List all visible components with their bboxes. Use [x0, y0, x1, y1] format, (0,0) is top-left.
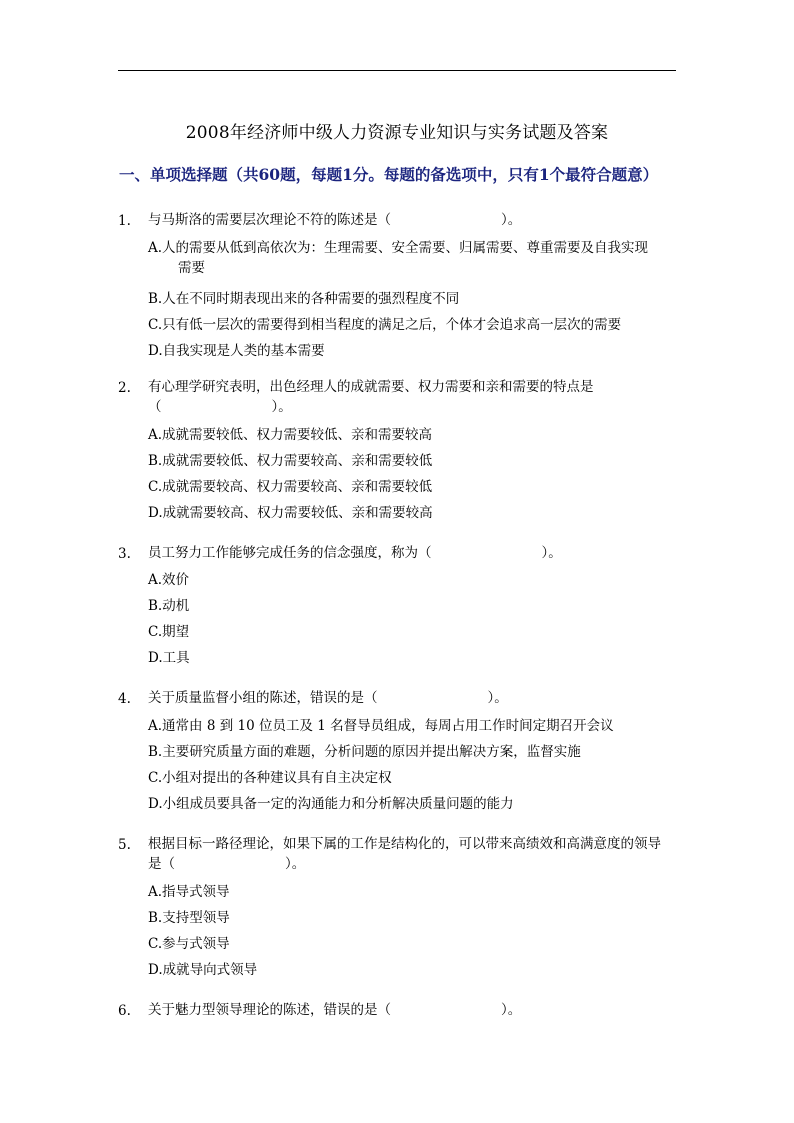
option-text: 期望: [162, 624, 190, 640]
option-label: D.: [148, 650, 163, 666]
option-b: [148, 286, 688, 312]
question-text-line2: （: [148, 399, 162, 415]
option-text: 自我实现是人类的基本需要: [162, 343, 325, 359]
option-text-continued: 需要: [178, 260, 205, 276]
question-number: 2.: [118, 380, 131, 396]
option-text: 指导式领导: [162, 884, 230, 900]
option-label: C.: [148, 624, 163, 640]
question-number: 4.: [118, 691, 131, 707]
option-b: [148, 448, 688, 474]
option-label: D.: [148, 962, 163, 978]
question-text: 关于魅力型领导理论的陈述，错误的是（: [148, 1002, 391, 1018]
options-list: [148, 713, 688, 817]
section-heading: 一、单项选择题（共60题，每题1分。每题的备选项中，只有1个最符合题意）: [119, 165, 659, 184]
question-3: [118, 543, 688, 666]
option-text: 成就需要较高、权力需要较低、亲和需要较高: [162, 505, 433, 521]
option-a: [148, 236, 688, 286]
option-label: A.: [148, 884, 163, 900]
question-6: [118, 1000, 688, 1022]
option-a: [148, 567, 688, 593]
option-label: D.: [148, 796, 163, 812]
option-text: 成就需要较高、权力需要较高、亲和需要较低: [162, 479, 433, 495]
option-label: B.: [148, 744, 163, 760]
option-text: 工具: [162, 650, 190, 666]
options-list: [148, 422, 688, 526]
option-label: C.: [148, 770, 163, 786]
option-text: 人在不同时期表现出来的各种需要的强烈程度不同: [162, 291, 460, 307]
option-text: 效价: [162, 572, 190, 588]
option-text: 动机: [162, 598, 190, 614]
option-text: 参与式领导: [162, 936, 230, 952]
question-text: 关于质量监督小组的陈述，错误的是（: [148, 690, 378, 706]
option-label: D.: [148, 505, 163, 521]
option-text: 成就需要较低、权力需要较高、亲和需要较低: [162, 453, 433, 469]
option-d: [148, 500, 688, 526]
document-title: 2008年经济师中级人力资源专业知识与实务试题及答案: [185, 123, 609, 143]
question-text: 员工努力工作能够完成任务的信念强度，称为（: [148, 545, 432, 561]
question-2: [118, 377, 688, 521]
question-5: [118, 834, 688, 978]
option-a: [148, 422, 688, 448]
question-text-line2: 是（: [148, 856, 175, 872]
question-text-end: ）。: [271, 399, 292, 415]
question-text-end: ）。: [501, 1002, 522, 1018]
option-label: C.: [148, 479, 163, 495]
option-label: B.: [148, 453, 163, 469]
option-text: 通常由 8 到 10 位员工及 1 名督导员组成，每周占用工作时间定期召开会议: [162, 718, 614, 734]
option-b: [148, 905, 688, 931]
question-number: 5.: [118, 837, 131, 853]
question-text-end: ）。: [487, 690, 508, 706]
options-list: [148, 236, 688, 364]
question-text: 有心理学研究表明，出色经理人的成就需要、权力需要和亲和需要的特点是: [148, 379, 594, 395]
option-text: 成就导向式领导: [162, 962, 258, 978]
options-list: [148, 879, 688, 983]
option-c: [148, 931, 688, 957]
option-d: [148, 338, 688, 364]
option-b: [148, 593, 688, 619]
option-label: A.: [148, 718, 163, 734]
question-number: 3.: [118, 546, 131, 562]
option-text: 人的需要从低到高依次为：生理需要、安全需要、归属需要、尊重需要及自我实现: [162, 240, 649, 256]
question-text-end: ）。: [541, 545, 562, 561]
question-4: [118, 688, 688, 812]
option-label: D.: [148, 343, 163, 359]
option-text: 小组成员要具备一定的沟通能力和分析解决质量问题的能力: [162, 796, 514, 812]
option-label: B.: [148, 598, 163, 614]
question-number: 6.: [118, 1003, 131, 1019]
option-a: [148, 713, 688, 739]
option-label: C.: [148, 317, 163, 333]
option-text: 成就需要较低、权力需要较低、亲和需要较高: [162, 427, 433, 443]
option-b: [148, 739, 688, 765]
question-text-end: ）。: [285, 856, 306, 872]
question-text: 根据目标一路径理论，如果下属的工作是结构化的，可以带来高绩效和高满意度的领导: [148, 836, 661, 852]
option-a: [148, 879, 688, 905]
option-c: [148, 765, 688, 791]
option-d: [148, 645, 688, 671]
option-text: 小组对提出的各种建议具有自主决定权: [162, 770, 392, 786]
option-text: 支持型领导: [162, 910, 230, 926]
question-number: 1.: [118, 213, 131, 229]
question-text: 与马斯洛的需要层次理论不符的陈述是（: [148, 212, 391, 228]
option-c: [148, 474, 688, 500]
option-label: B.: [148, 910, 163, 926]
header-rule: [118, 70, 676, 71]
option-label: A.: [148, 427, 163, 443]
option-c: [148, 619, 688, 645]
option-label: B.: [148, 291, 163, 307]
option-d: [148, 791, 688, 817]
option-label: A.: [148, 240, 163, 256]
question-text-end: ）。: [501, 212, 522, 228]
option-label: A.: [148, 572, 163, 588]
option-text: 只有低一层次的需要得到相当程度的满足之后，个体才会追求高一层次的需要: [162, 317, 622, 333]
option-c: [148, 312, 688, 338]
options-list: [148, 567, 688, 671]
option-text: 主要研究质量方面的难题，分析问题的原因并提出解决方案，监督实施: [162, 744, 581, 760]
option-label: C.: [148, 936, 163, 952]
option-d: [148, 957, 688, 983]
question-1: [118, 210, 688, 359]
